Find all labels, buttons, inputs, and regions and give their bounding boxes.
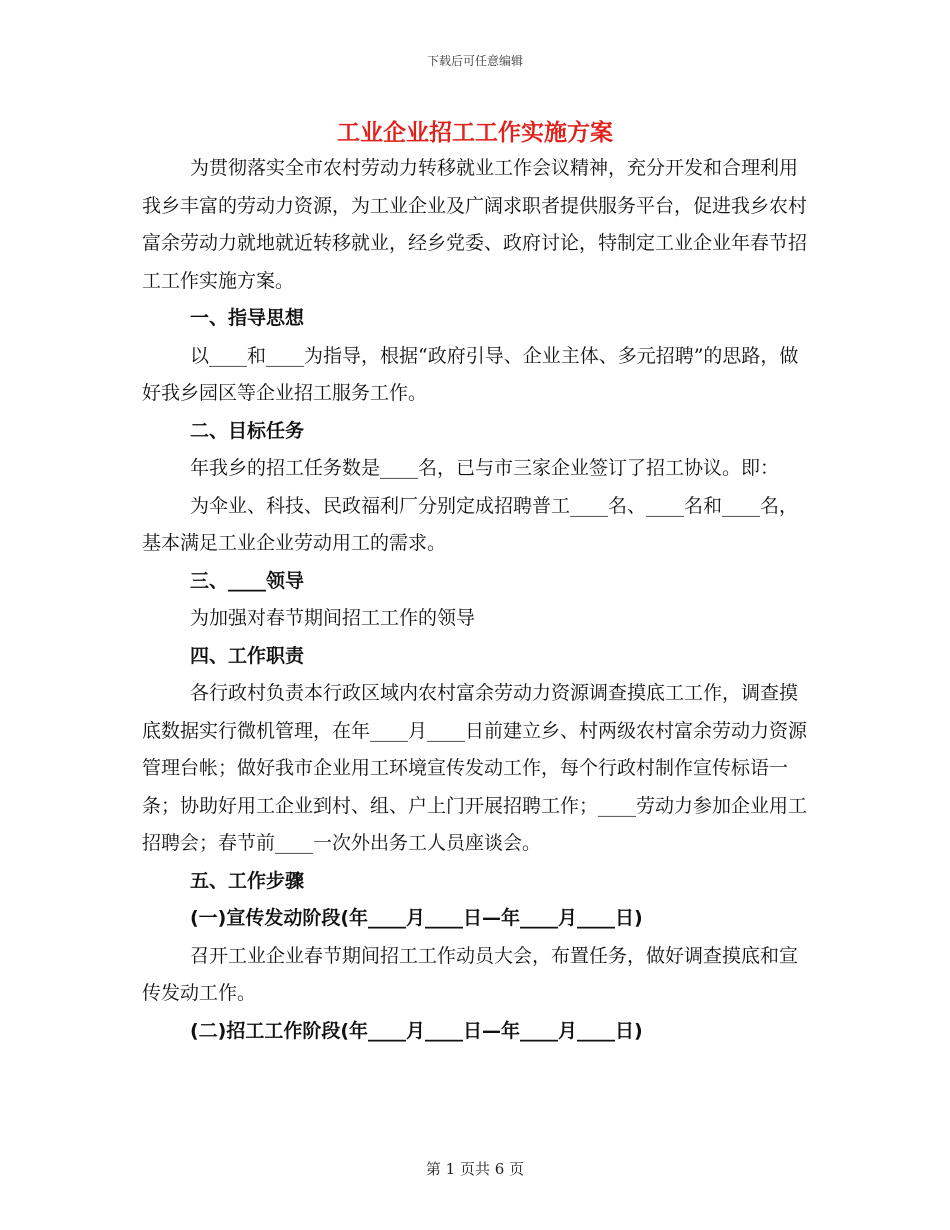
paragraph-intro: 为贯彻落实全市农村劳动力转移就业工作会议精神，充分开发和合理利用我乡丰富的劳动力资源，为工业企业及广阔求职者提供服务平台，促进我乡农村富余劳动力就地就近转移就业，经乡党委、政府讨论，特制定工业企业年春节招工工作实施方案。	[142, 157, 808, 292]
paragraph-responsibilities: 各行政村负责本行政区域内农村富余劳动力资源调查摸底工工作，调查摸底数据实行微机管理，在年____月____日前建立乡、村两级农村富余劳动力资源管理台帐；做好我市企业用工环境宣传发动工作，每个行政村制作宣传标语一条；协助好用工企业到村、组、户上门开展招聘工作；____劳动力参加企业用工招聘会；春节前____一次外出务工人员座谈会。	[142, 682, 808, 854]
header-note: 下载后可任意编辑	[426, 54, 523, 68]
document-body	[142, 150, 810, 1050]
heading-targets: 二、目标任务	[190, 419, 305, 442]
heading-step-1: (一)宣传发动阶段(年____月____日—年____月____日)	[190, 907, 643, 929]
heading-guiding-ideology: 一、指导思想	[190, 307, 305, 329]
paragraph-guiding-ideology: 以____和____为指导，根据“政府引导、企业主体、多元招聘”的思路，做好我乡园区等企业招工服务工作。	[142, 344, 799, 404]
heading-step-2: (二)招工工作阶段(年____月____日—年____月____日)	[190, 1019, 643, 1042]
heading-responsibilities: 四、工作职责	[190, 644, 305, 667]
paragraph-targets-2: 为伞业、科技、民政福利厂分别定成招聘普工____名、____名和____名，基本满足工业企业劳动用工的需求。	[142, 494, 799, 554]
page-footer: 第 1 页共 6 页	[425, 1160, 525, 1178]
paragraph-targets-1: 年我乡的招工任务数是____名，已与市三家企业签订了招工协议。即：	[190, 457, 780, 479]
heading-leadership: 三、____领导	[190, 569, 305, 592]
paragraph-step-1: 召开工业企业春节期间招工工作动员大会，布置任务，做好调查摸底和宣传发动工作。	[142, 944, 799, 1004]
heading-work-steps: 五、工作步骤	[190, 869, 305, 892]
paragraph-leadership: 为加强对春节期间招工工作的领导	[190, 607, 476, 629]
document-title: 工业企业招工工作实施方案	[337, 120, 613, 146]
